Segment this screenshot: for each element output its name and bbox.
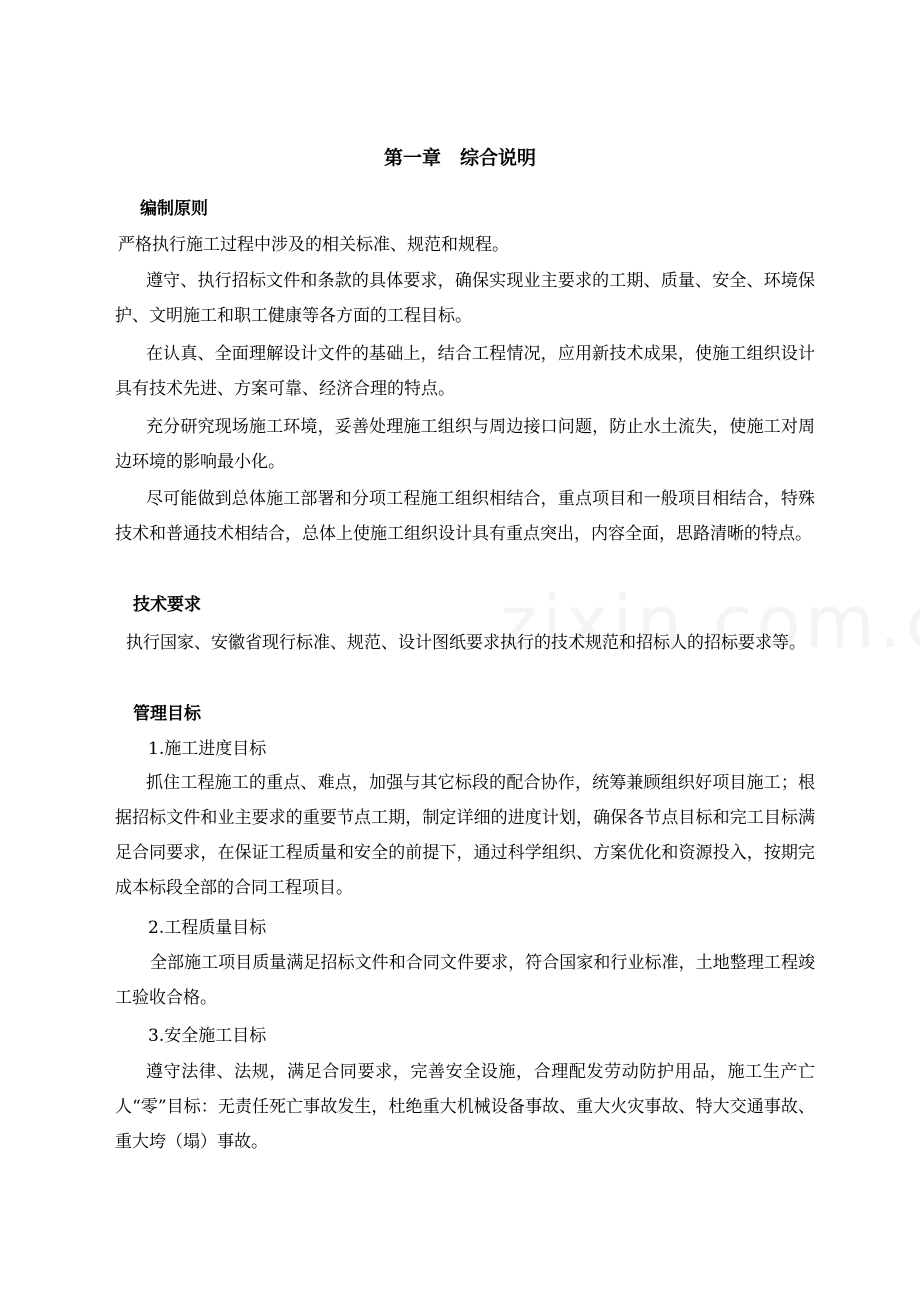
paragraph-principle-5: 尽可能做到总体施工部署和分项工程施工组织相结合，重点项目和一般项目相结合，特殊技术和普通技术相结合，总体上使施工组织设计具有重点突出，内容全面，思路清晰的特点。 xyxy=(115,489,815,544)
goal-text-schedule: 抓住工程施工的重点、难点，加强与其它标段的配合协作，统筹兼顾组织好项目施工；根据招标文件和业主要求的重要节点工期，制定详细的进度计划，确保各节点目标和完工目标满足合同要求，在保证工程质量和安全的前提下，通过科学组织、方案优化和资源投入，按期完成本标段全部的合同工程项目。 xyxy=(115,773,815,898)
goal-label-schedule: 1.施工进度目标 xyxy=(148,739,267,759)
goal-label-safety: 3.安全施工目标 xyxy=(148,1026,267,1046)
section-heading-principles: 编制原则 xyxy=(140,199,208,219)
goal-text-safety: 遵守法律、法规，满足合同要求，完善安全设施，合理配发劳动防护用品，施工生产亡人“零”目标：无责任死亡事故发生，杜绝重大机械设备事故、重大火灾事故、特大交通事故、重大垮（塌）事故。 xyxy=(115,1062,815,1152)
section-heading-management: 管理目标 xyxy=(133,704,201,724)
goal-text-quality: 全部施工项目质量满足招标文件和合同文件要求，符合国家和行业标准，土地整理工程竣工验收合格。 xyxy=(115,953,815,1008)
section-heading-technical: 技术要求 xyxy=(133,595,201,615)
paragraph-principle-4: 充分研究现场施工环境，妥善处理施工组织与周边接口问题，防止水土流失，使施工对周边环境的影响最小化。 xyxy=(115,417,815,472)
paragraph-principle-3: 在认真、全面理解设计文件的基础上，结合工程情况，应用新技术成果，使施工组织设计具有技术先进、方案可靠、经济合理的特点。 xyxy=(115,344,815,399)
paragraph-principle-1: 严格执行施工过程中涉及的相关标准、规范和规程。 xyxy=(118,235,509,255)
paragraph-principle-2: 遵守、执行招标文件和条款的具体要求，确保实现业主要求的工期、质量、安全、环境保护、文明施工和职工健康等各方面的工程目标。 xyxy=(115,271,815,326)
paragraph-technical-1: 执行国家、安徽省现行标准、规范、设计图纸要求执行的技术规范和招标人的招标要求等。 xyxy=(126,633,806,653)
goal-label-quality: 2.工程质量目标 xyxy=(148,918,267,938)
chapter-title: 第一章 综合说明 xyxy=(383,147,536,169)
